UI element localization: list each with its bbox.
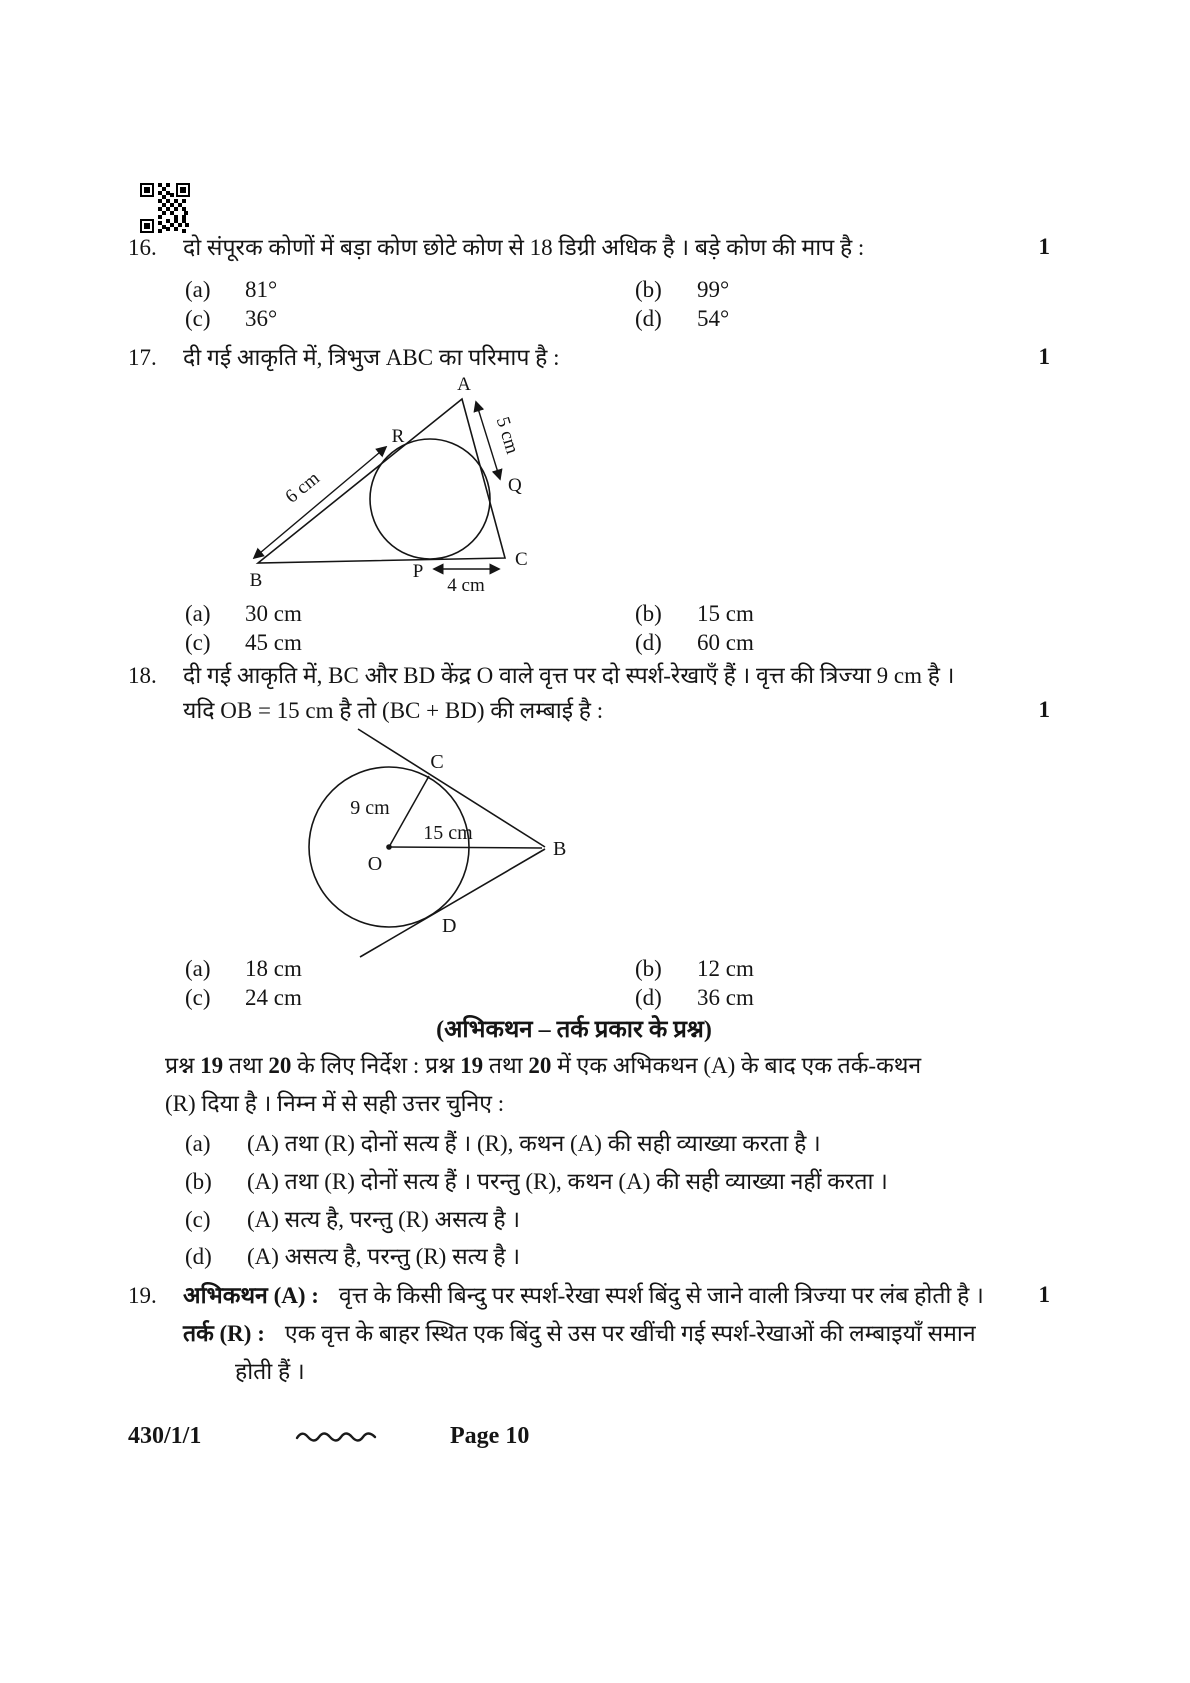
option-text: (A) असत्य है, परन्तु (R) सत्य है । (247, 1244, 521, 1269)
option-letter: (b) (635, 277, 662, 302)
q19-assertion-line (183, 1282, 984, 1311)
ar-option-b (185, 1168, 888, 1197)
reason-label: तर्क (R) : (183, 1321, 265, 1346)
ar-option-d (185, 1243, 520, 1272)
footer-paper-code: 430/1/1 (128, 1423, 202, 1449)
measure-PC: 4 cm (447, 575, 485, 594)
label-A: A (457, 374, 471, 395)
q18-number: 18. (128, 663, 157, 688)
option-value: 60 cm (697, 630, 754, 655)
option-letter: (c) (185, 985, 211, 1010)
q16-option-b (635, 276, 729, 305)
option-letter: (b) (635, 956, 662, 981)
measure-BR: 6 cm (281, 467, 324, 508)
instruction-text: प्रश्न (165, 1053, 201, 1078)
reason-text-line1: एक वृत्त के बाहर स्थित एक बिंदु से उस पर खींची गई स्पर्श-रेखाओं की लम्बाइयाँ समान (284, 1321, 976, 1346)
option-letter: (b) (185, 1169, 212, 1194)
ar-option-a (185, 1130, 821, 1159)
option-letter: (c) (185, 306, 211, 331)
q18-text-line2: यदि OB = 15 cm है तो (BC + BD) की लम्बाई है : (183, 698, 604, 723)
label-O: O (367, 853, 383, 875)
measure-AQ: 5 cm (491, 414, 523, 457)
option-letter: (a) (185, 1131, 211, 1156)
q16-option-c (185, 305, 277, 334)
ar-option-c (185, 1206, 520, 1235)
q17-number: 17. (128, 345, 157, 370)
q18-option-d (635, 984, 754, 1013)
qr-code-icon (140, 177, 190, 233)
measure-OB: 15 cm (423, 822, 473, 844)
option-letter: (c) (185, 1207, 211, 1232)
instruction-q20-number: 20 (528, 1053, 552, 1078)
option-value: 36° (245, 306, 278, 331)
instruction-text: तथा (483, 1053, 529, 1078)
q17-figure-triangle-incircle (210, 366, 540, 594)
q18-text-line1: दी गई आकृति में, BC और BD केंद्र O वाले वृत्त पर दो स्पर्श-रेखाएँ हैं । वृत्त की त्रिज्या 9 cm है । (183, 663, 955, 688)
instruction-text: तथा (223, 1053, 269, 1078)
instruction-line2: (R) दिया है । निम्न में से सही उत्तर चुनिए : (165, 1091, 505, 1116)
option-text: (A) तथा (R) दोनों सत्य हैं । (R), कथन (A) की सही व्याख्या करता है । (247, 1131, 821, 1156)
option-value: 36 cm (697, 985, 754, 1010)
option-value: 12 cm (697, 956, 754, 981)
section-heading: (अभिकथन – तर्क प्रकार के प्रश्न) (436, 1017, 712, 1043)
option-value: 81° (245, 277, 278, 302)
label-C: C (515, 549, 528, 570)
measure-radius: 9 cm (350, 797, 390, 819)
assertion-label: अभिकथन (A) : (183, 1283, 319, 1308)
label-P: P (412, 561, 424, 582)
q19-marks: 1 (1038, 1282, 1050, 1307)
q17-option-b (635, 600, 754, 629)
instruction-text: में एक अभिकथन (A) के बाद एक तर्क-कथन (551, 1053, 922, 1078)
option-value: 24 cm (245, 985, 302, 1010)
label-B: B (553, 838, 567, 860)
q16-option-a (185, 276, 277, 305)
option-letter: (a) (185, 277, 211, 302)
option-letter: (d) (635, 306, 662, 331)
q19-number: 19. (128, 1283, 157, 1308)
q16-number: 16. (128, 235, 157, 260)
q17-option-c (185, 629, 302, 658)
option-text: (A) तथा (R) दोनों सत्य हैं । परन्तु (R), कथन (A) की सही व्याख्या नहीं करता । (247, 1169, 888, 1194)
assertion-text: वृत्त के किसी बिन्दु पर स्पर्श-रेखा स्पर्श बिंदु से जाने वाली त्रिज्या पर लंब होती है । (338, 1283, 984, 1308)
q16-marks: 1 (1038, 234, 1050, 259)
option-value: 15 cm (697, 601, 754, 626)
option-letter: (a) (185, 956, 211, 981)
q18-option-b (635, 955, 754, 984)
option-letter: (d) (635, 630, 662, 655)
option-letter: (a) (185, 601, 211, 626)
q18-marks: 1 (1038, 697, 1050, 722)
option-value: 99° (697, 277, 730, 302)
instruction-text: के लिए निर्देश : प्रश्न (291, 1053, 461, 1078)
option-text: (A) सत्य है, परन्तु (R) असत्य है । (247, 1207, 521, 1232)
reason-text-line2: होती हैं । (235, 1359, 305, 1384)
instruction-q20-number: 20 (268, 1053, 292, 1078)
footer-page-number: Page 10 (450, 1423, 530, 1449)
q16-text: दो संपूरक कोणों में बड़ा कोण छोटे कोण से 18 डिग्री अधिक है । बड़े कोण की माप है : (183, 235, 865, 260)
option-value: 45 cm (245, 630, 302, 655)
option-value: 54° (697, 306, 730, 331)
q17-marks: 1 (1038, 344, 1050, 369)
q17-text: दी गई आकृति में, त्रिभुज ABC का परिमाप है : (183, 345, 560, 370)
q18-option-a (185, 955, 302, 984)
q19-reason-line (183, 1320, 976, 1349)
instruction-q19-number: 19 (200, 1053, 224, 1078)
label-C: C (430, 751, 444, 773)
q17-option-d (635, 629, 754, 658)
label-D: D (442, 915, 457, 937)
instruction-line1 (165, 1052, 921, 1081)
option-value: 18 cm (245, 956, 302, 981)
option-letter: (b) (635, 601, 662, 626)
instruction-q19-number: 19 (460, 1053, 484, 1078)
q16-option-d (635, 305, 729, 334)
option-letter: (c) (185, 630, 211, 655)
option-letter: (d) (185, 1244, 212, 1269)
label-Q: Q (508, 475, 522, 496)
footer-squiggle-icon (294, 1428, 382, 1446)
label-B: B (249, 570, 263, 591)
option-letter: (d) (635, 985, 662, 1010)
option-value: 30 cm (245, 601, 302, 626)
q18-option-c (185, 984, 302, 1013)
q18-figure-circle-tangents (270, 718, 600, 968)
label-R: R (391, 426, 405, 447)
q17-option-a (185, 600, 302, 629)
